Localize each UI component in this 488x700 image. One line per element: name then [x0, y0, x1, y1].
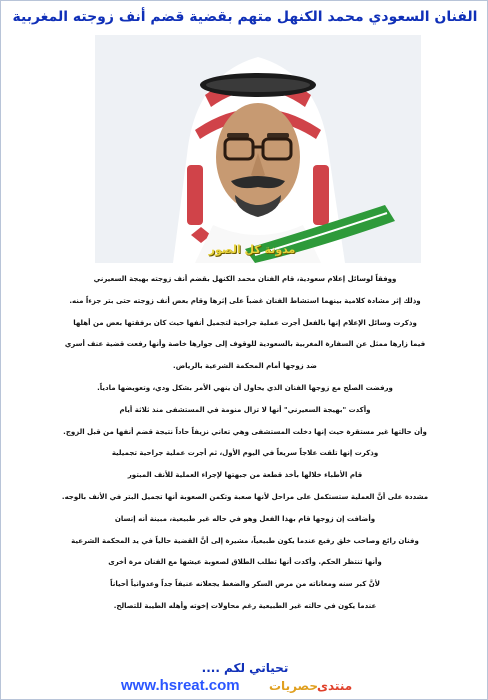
article-line: وفنان رائع وصاحب خلق رفيع عندما يكون طبيعياً، مشيرة إلى أنَّ القضية حالياً في يد المحكمة الشرعية — [71, 536, 419, 545]
article-line: مشددة على أنَّ العملية ستستكمل على مراحل لأنها صعبة وتكمن الصعوبة أنها تجميل البتر في الأنف بالوجه. — [61, 492, 429, 501]
article-line: وأن حالتها غير مستقرة حيث إنها دخلت المستشفى وهي تعاني نزيفاً حاداً نتيجة قضم أنفها من قبل الزوج. — [63, 427, 427, 436]
article-line: عندما يكون في حالته غير الطبيعية رغم محاولات إخوته وأهله الطيبة للتصالح. — [113, 601, 377, 610]
forum-name-word: حصريات — [269, 679, 319, 693]
article-line: ورفضت الصلح مع زوجها الفنان الذي يحاول أن ينهي الأمر بشكل ودي، وتعويضها مادياً. — [97, 383, 393, 392]
article-line: لأنَّ كبر سنه ومعاناته من مرض السكر والضغط يجعلانه عنيفاً جداً وعدوانياً أحياناً — [110, 580, 380, 589]
portrait-photo — [95, 35, 421, 263]
article-line: وأنها تنتظر الحكم. وأكدت أنها تطلب الطلاق لصعوبة عيشها مع الفنان مرة أخرى — [108, 558, 382, 567]
forum-label-word: منتدى — [317, 679, 353, 693]
article-line: وذكرت إنها تلقت علاجاً سريعاً في اليوم الأول، ثم أجرت عملية جراحية تجميلية — [111, 449, 379, 458]
article-line: ووفقاً لوسائل إعلام سعودية، قام الفنان محمد الكنهل بقضم أنف زوجته بهيجة السعيرني — [93, 275, 397, 283]
article-line: وأكدت "بهيجة السعيرني" أنها لا تزال منومة في المستشفى منذ ثلاثة أيام — [119, 405, 371, 414]
article-line: وأضافت إن زوجها قام بهذا الفعل وهو في حاله غير طبيعية، مبينة أنه إنسان — [114, 514, 376, 523]
article-body — [5, 269, 485, 618]
portrait-illustration — [95, 35, 421, 263]
article-line: وذلك إثر مشادة كلامية بينهما استشاط الفنان غضباً على إثرها وقام بعض أنف زوجته حتى بتر جزءاً منه. — [69, 296, 421, 305]
article-line: فيما زارها ممثل عن السفارة المغربية بالسعودية للوقوف إلى جوارها خاصة وأنها رفعت قضية عنف أسري — [64, 340, 426, 349]
photo-watermark: مدونة كل الصور — [208, 243, 296, 256]
site-url-link[interactable]: www.hsreat.com — [121, 677, 240, 694]
article-line: قام الأطباء خلالها بأخذ قطعة من جبهتها لإجراء العملية للأنف المبتور — [127, 471, 363, 480]
article-line: وذكرت وسائل الإعلام إنها بالفعل أجرت عملية جراحية لتجميل أنفها حيث كان برفقتها بعض من أهلها — [73, 318, 417, 327]
signoff-text: تحياتي لكم .... — [201, 661, 289, 675]
article-title: الفنان السعودي محمد الكنهل متهم بقضية قضم أنف زوجته المغربية — [12, 9, 478, 25]
article-line: ضد زوجها أمام المحكمة الشرعية بالرياض. — [173, 362, 317, 371]
site-footer — [121, 675, 371, 699]
